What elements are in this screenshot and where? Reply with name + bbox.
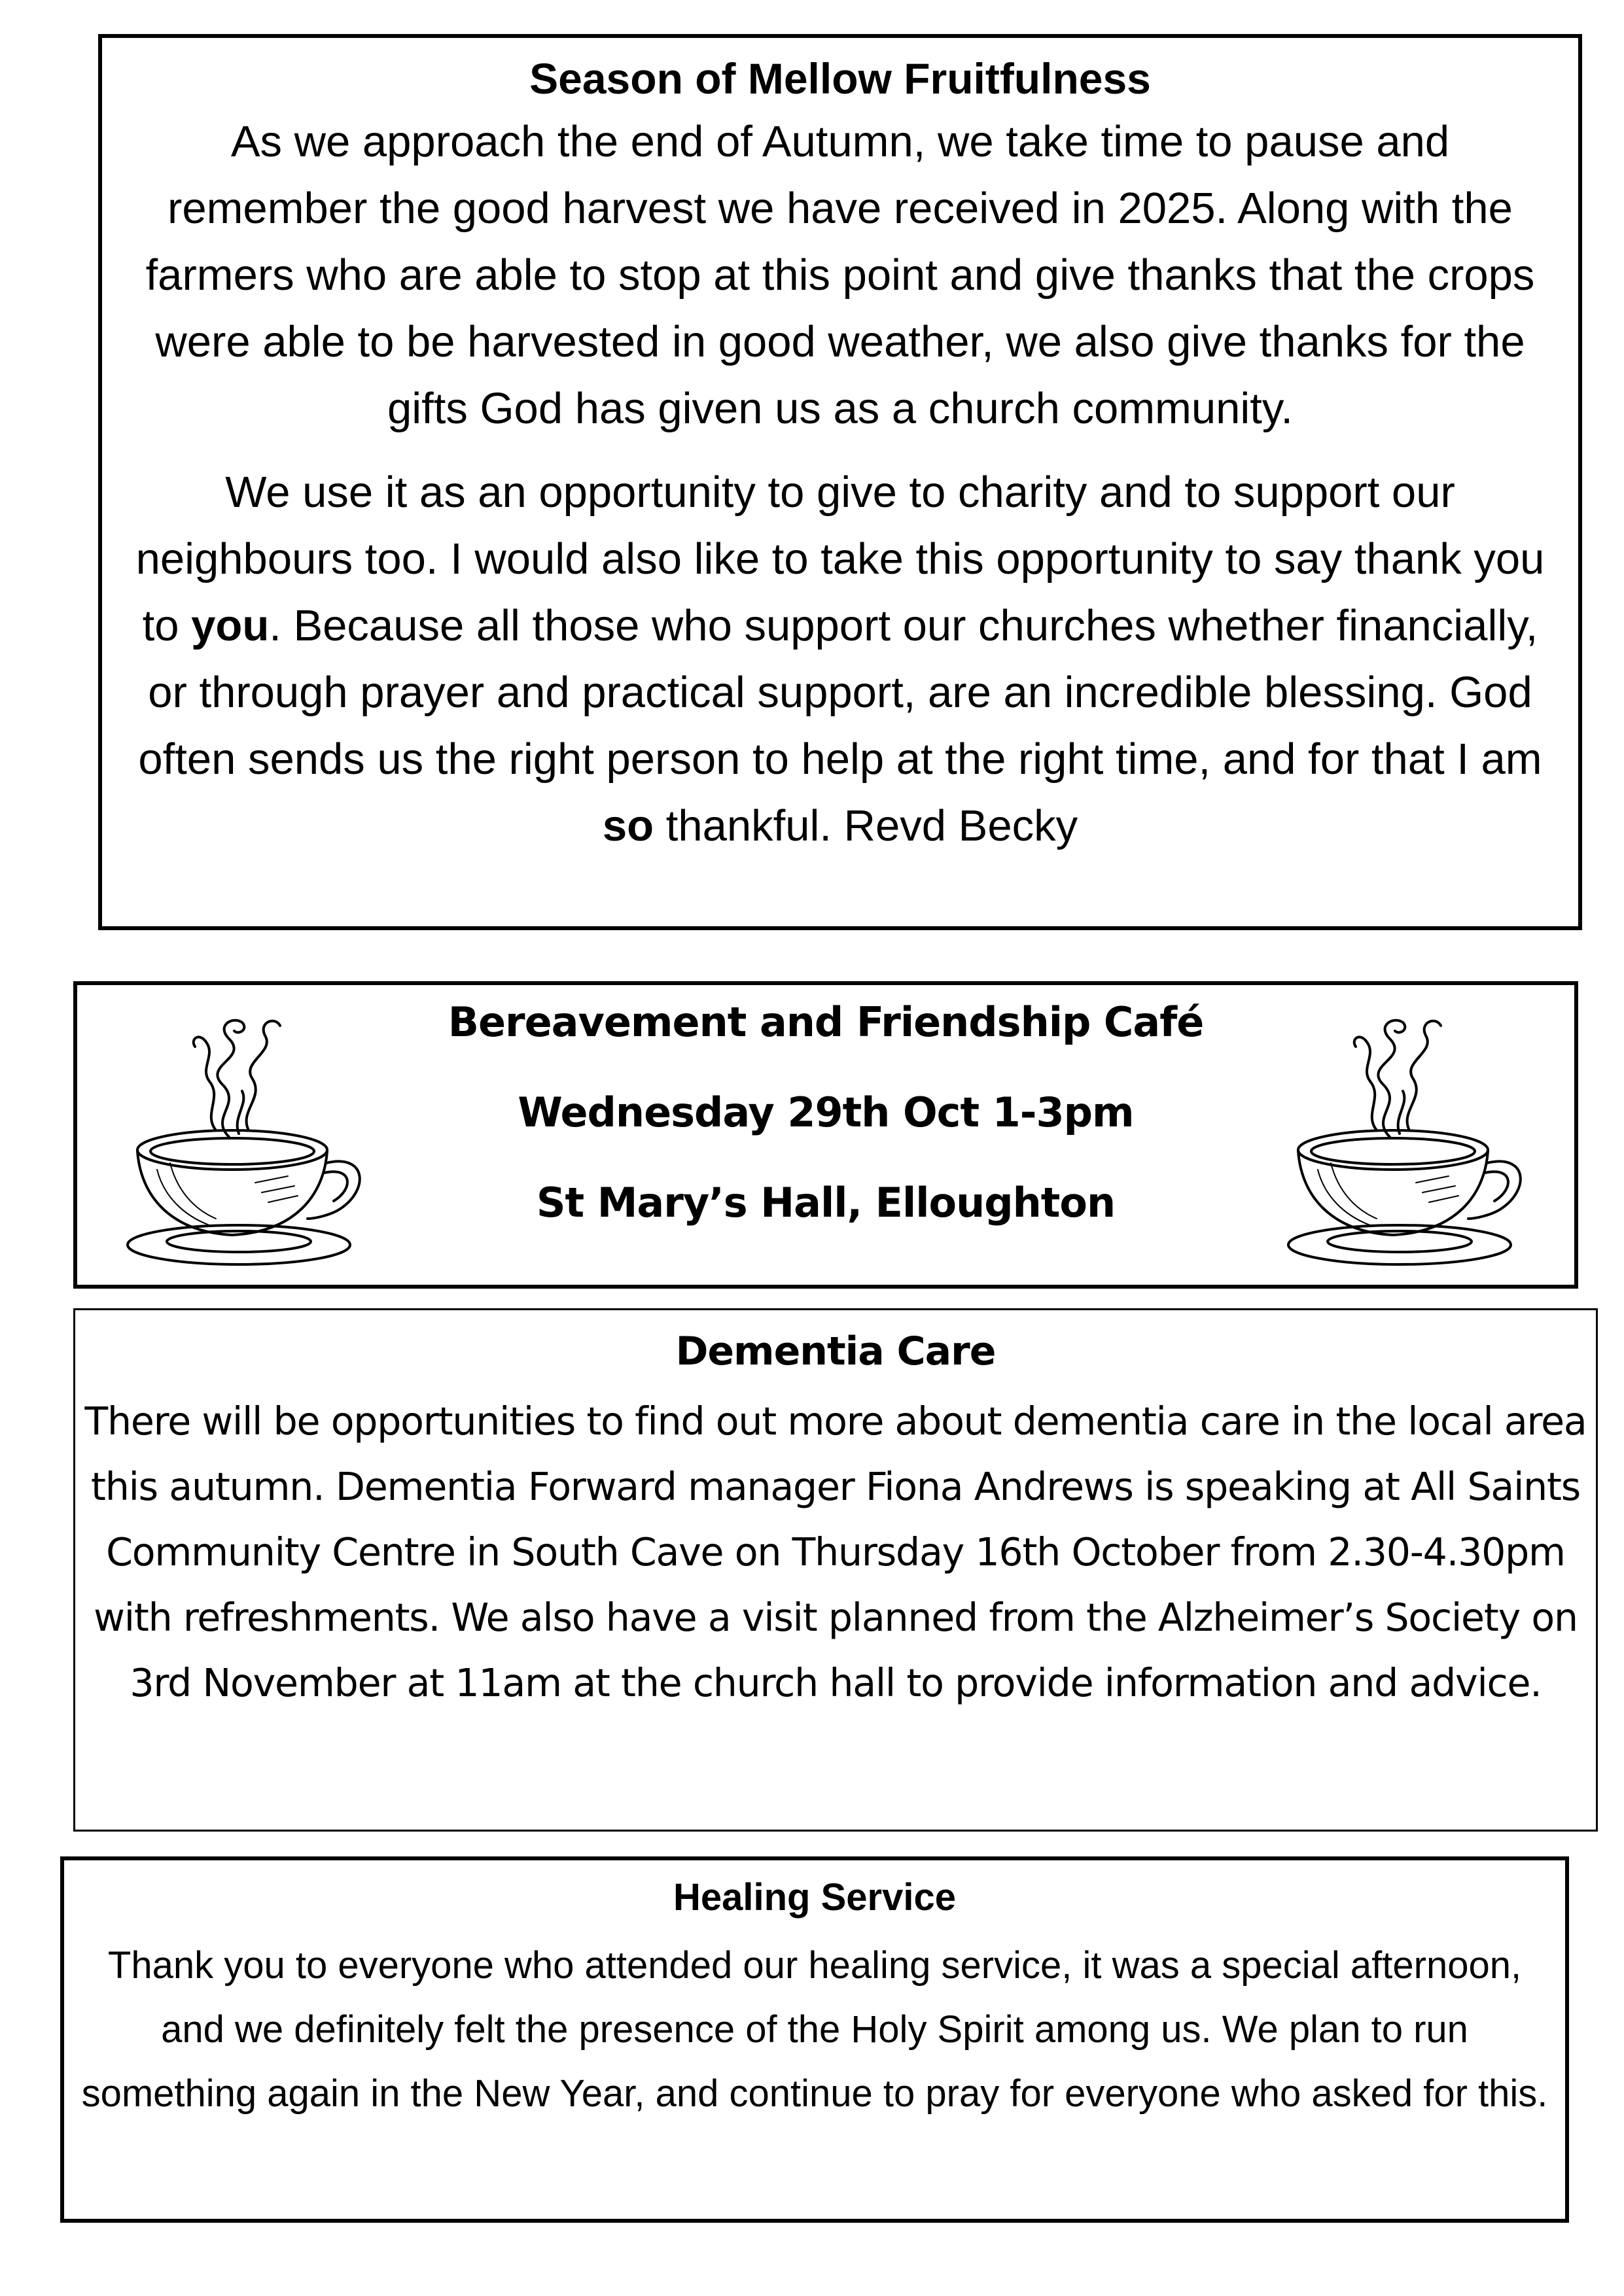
- coffee-cup-icon: [1279, 1000, 1534, 1268]
- healing-body: Thank you to everyone who attended our healing service, it was a special afternoon, and we definitely felt the presence of the Holy Spirit among us. We plan to run something again in the New Year, and continue to pray for everyone who asked for this.: [81, 1944, 1548, 2115]
- dementia-title: Dementia Care: [675, 1329, 996, 1374]
- dementia-body: There will be opportunities to find out more about dementia care in the local area this autumn. Dementia Forward manager Fiona Andrews is speaking at All Saints Community Centre in South Cave on Thursday 16th October from 2.30-4.30pm with refreshments. We also have a visit planned from the Alzheimer’s Society on 3rd November at 11am at the church hall to provide information and advice.: [84, 1399, 1587, 1705]
- season-paragraph-2-text-b: . Because all those who support our churches whether financially, or through prayer and practical support, are an incredible blessing. God often sends us the right person to help at the right time, and for that I am: [138, 601, 1542, 784]
- season-paragraph-1: As we approach the end of Autumn, we take time to pause and remember the good harvest we have received in 2025. Along with the farmers who are able to stop at this point and give thanks that the crops were able to be harvested in good weather, we also give thanks for the gifts God has given us as a church community.: [145, 117, 1535, 433]
- season-paragraph-2-text-c: thankful. Revd Becky: [654, 801, 1078, 850]
- season-title: Season of Mellow Fruitfulness: [529, 54, 1151, 103]
- cafe-venue: St Mary’s Hall, Elloughton: [536, 1179, 1116, 1226]
- cafe-date: Wednesday 29th Oct 1-3pm: [518, 1088, 1134, 1136]
- season-emphasis-so: so: [602, 801, 654, 850]
- season-paragraph-2-text-a: We use it as an opportunity to give to charity and to support our neighbours too. I would also like to take this opportunity to say thank you to: [135, 468, 1545, 650]
- healing-section: [60, 1856, 1569, 2223]
- season-section: [98, 34, 1582, 930]
- season-emphasis-you: you: [191, 601, 270, 650]
- dementia-section: [73, 1308, 1598, 1832]
- cafe-section: [73, 981, 1578, 1289]
- healing-title: Healing Service: [673, 1876, 956, 1919]
- season-paragraph-2: [128, 459, 1552, 860]
- cafe-title: Bereavement and Friendship Café: [448, 998, 1204, 1046]
